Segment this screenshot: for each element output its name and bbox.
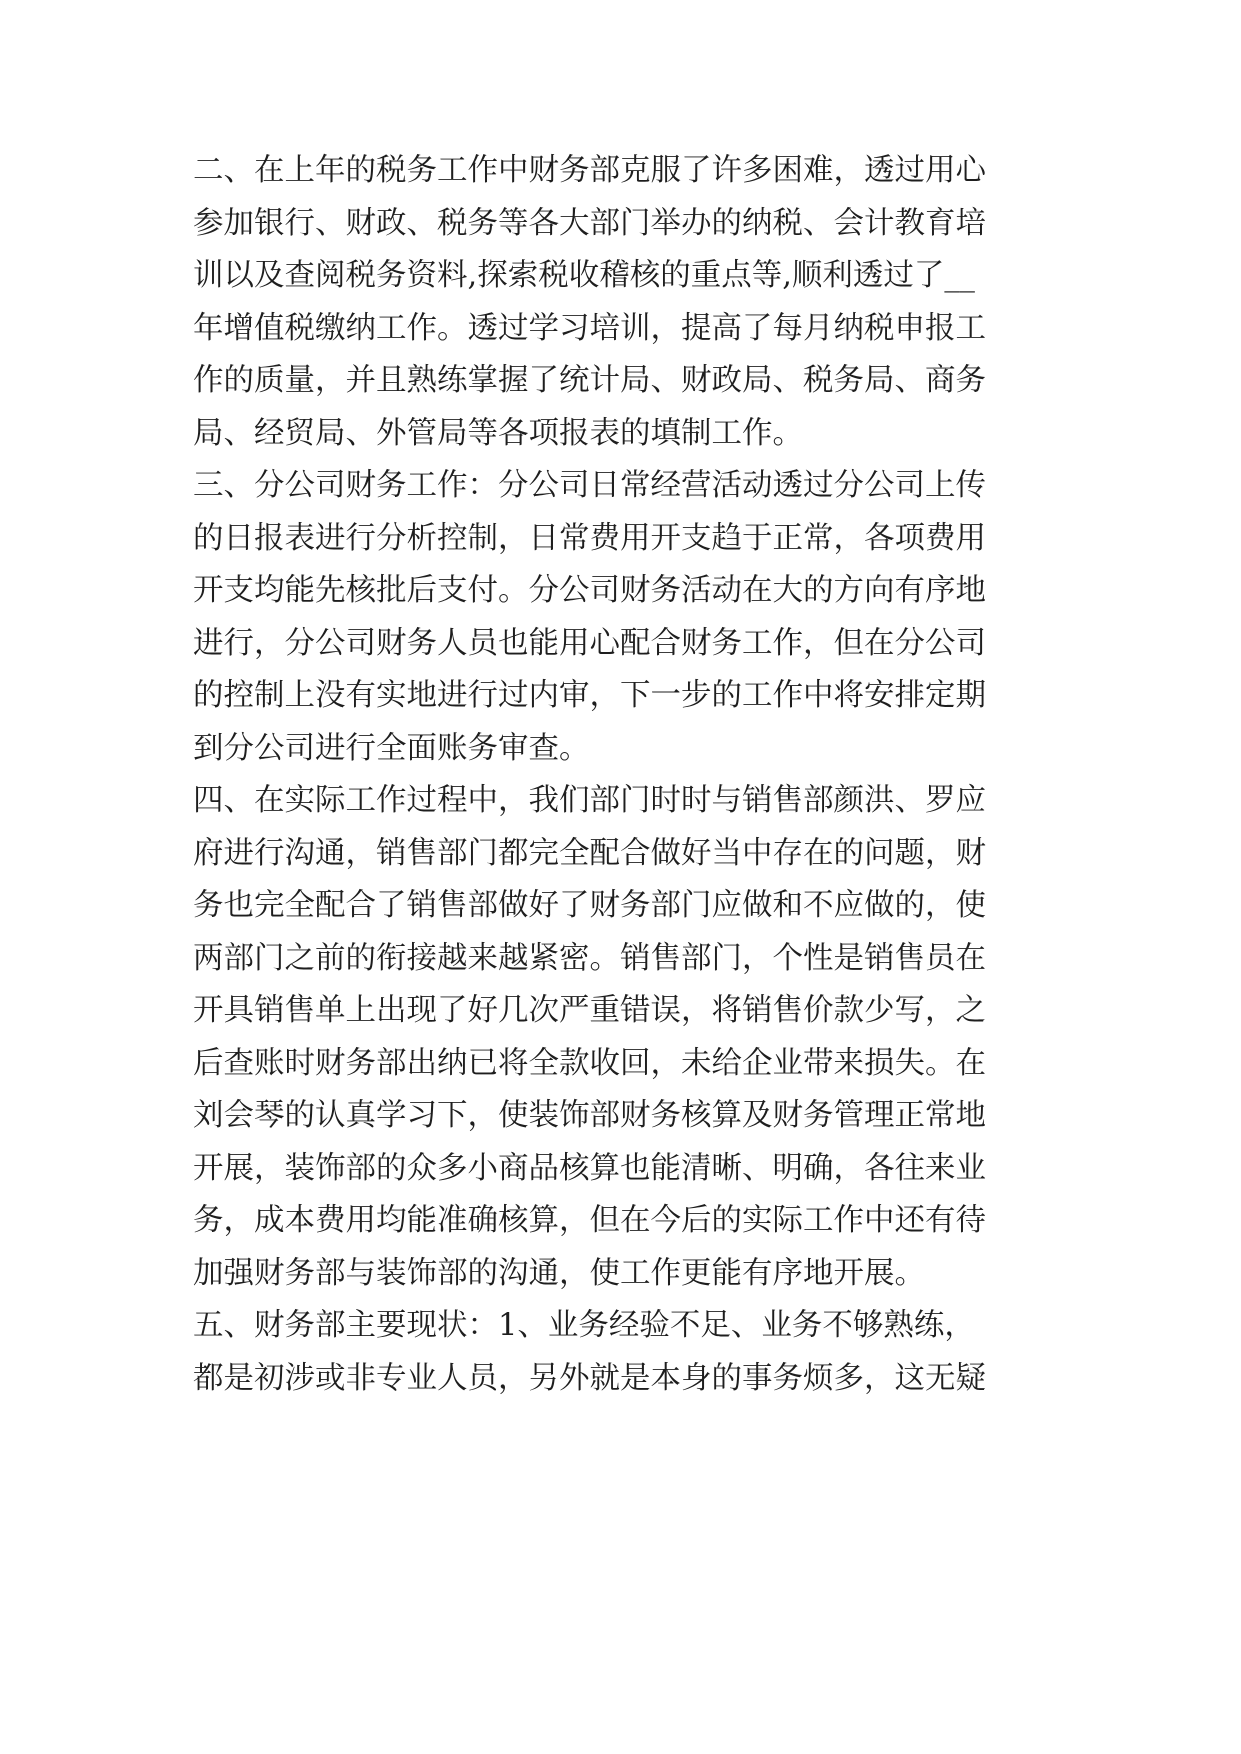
- text-line: 三、分公司财务工作：分公司日常经营活动透过分公司上传: [193, 468, 986, 503]
- text-line: 府进行沟通，销售部门都完全配合做好当中存在的问题，财: [193, 835, 986, 871]
- paragraph-branch-finance: [193, 460, 1053, 775]
- text-line: 参加银行、财政、税务等各大部门举办的纳税、会计教育培: [193, 205, 986, 241]
- text-line: 进行，分公司财务人员也能用心配合财务工作，但在分公司: [193, 625, 986, 661]
- text-line: 加强财务部与装饰部的沟通，使工作更能有序地开展。: [193, 1255, 925, 1291]
- text-line: 开展，装饰部的众多小商品核算也能清晰、明确，各往来业: [193, 1150, 986, 1186]
- paragraph-tax-work: [193, 145, 1053, 460]
- text-line: 训以及查阅税务资料,探索税收稽核的重点等,顺利透过了__: [193, 258, 975, 293]
- text-line: 作的质量，并且熟练掌握了统计局、财政局、税务局、商务: [193, 363, 986, 398]
- text-line: 到分公司进行全面账务审查。: [193, 730, 590, 766]
- text-line: 务也完全配合了销售部做好了财务部门应做和不应做的，使: [193, 888, 986, 923]
- text-line: 都是初涉或非专业人员，另外就是本身的事务烦多，这无疑: [193, 1360, 986, 1396]
- paragraph-sales-coordination: [193, 775, 1053, 1300]
- text-line: 开具销售单上出现了好几次严重错误，将销售价款少写，之: [193, 993, 986, 1028]
- text-line: 的控制上没有实地进行过内审，下一步的工作中将安排定期: [193, 678, 986, 713]
- text-line: 四、在实际工作过程中，我们部门时时与销售部颜洪、罗应: [193, 783, 986, 818]
- text-line: 二、在上年的税务工作中财务部克服了许多困难，透过用心: [193, 153, 986, 188]
- text-line: 后查账时财务部出纳已将全款收回，未给企业带来损失。在: [193, 1045, 986, 1081]
- paragraph-current-status: [193, 1300, 1053, 1405]
- text-line: 务，成本费用均能准确核算，但在今后的实际工作中还有待: [193, 1203, 986, 1238]
- document-body: [193, 145, 1053, 1405]
- text-line: 两部门之前的衔接越来越紧密。销售部门，个性是销售员在: [193, 940, 986, 976]
- text-line: 年增值税缴纳工作。透过学习培训，提高了每月纳税申报工: [193, 310, 986, 346]
- text-line: 开支均能先核批后支付。分公司财务活动在大的方向有序地: [193, 573, 986, 608]
- text-line: 的日报表进行分析控制，日常费用开支趋于正常，各项费用: [193, 520, 986, 556]
- text-line: 刘会琴的认真学习下，使装饰部财务核算及财务管理正常地: [193, 1098, 986, 1133]
- text-line: 五、财务部主要现状：1、业务经验不足、业务不够熟练，: [193, 1308, 975, 1343]
- text-line: 局、经贸局、外管局等各项报表的填制工作。: [193, 415, 803, 451]
